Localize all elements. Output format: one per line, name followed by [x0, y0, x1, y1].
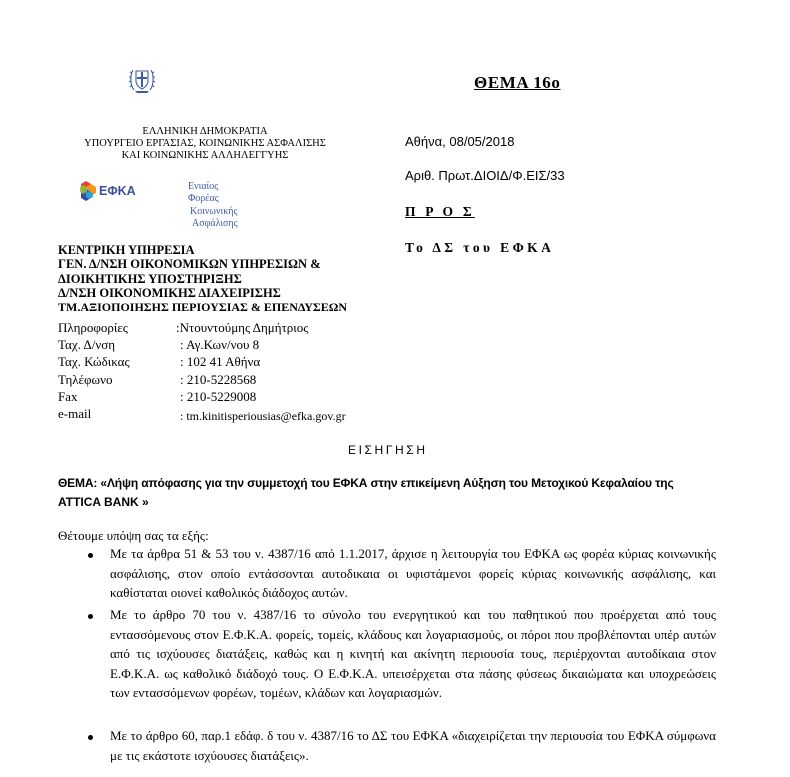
subject-line-1: ΘΕΜΑ: «Λήψη απόφασης για την συμμετοχή του ΕΦΚΑ στην επικείμενη Αύξηση του Μετοχικού Κεφαλαίου της [58, 476, 674, 490]
bullet-item-1: Με τα άρθρα 51 & 53 του ν. 4387/16 από 1.1.2017, άρχισε η λειτουργία του ΕΦΚΑ ως φορέα κύριας κοινωνικής ασφάλισης, στον οποίο εντάσσονται αυτοδικαια οι υφιστάμενοι φορείς κύριας κοινωνικής ασφάλισης, και καθίσταται οιονεί καθολικός διάδοχος αυτών. [110, 546, 716, 601]
contact-value-info: :Ντουντούμης Δημήτριος [176, 320, 309, 335]
contact-value-address: : Αγ.Κων/νου 8 [180, 337, 260, 352]
bullet-item-2: Με το άρθρο 70 του ν. 4387/16 το σύνολο του ενεργητικού και του παθητικού που προέρχεται από τους εντασσόμενους στον Ε.Φ.Κ.Α. φορείς, τομείς, κλάδους και λογαριασμούς, οι πόροι που προβλέπονται υπέρ αυτών από τις ισχύουσες διατάξεις, καθώς και η κινητή και ακίνητη περιουσία τους, περιέρχονται αυτοδίκαια στον Ε.Φ.Κ.Α. ως καθολικό διάδοχό τους. Ο Ε.Φ.Κ.Α. υπεισέρχεται στα πάσης φύσεως δικαιώματα και υποχρεώσεις των εντασσόμενων φορέων, τομέων, κλάδων και λογαριασμών. [110, 607, 716, 701]
greek-coat-of-arms-icon [126, 64, 158, 96]
contact-label-address: Ταχ. Δ/νση [58, 337, 116, 352]
bullet-marker [88, 614, 93, 619]
logo-word-4: Ασφάλισης [192, 218, 238, 229]
contact-label-info: Πληροφορίες [58, 320, 128, 335]
theme-number: ΘΕΜΑ 16ο [474, 73, 561, 92]
recipient-label: Π Ρ Ο Σ [405, 204, 475, 219]
intro-text: Θέτουμε υπόψη σας τα εξής: [58, 528, 209, 543]
department-line-3: ΔΙΟΙΚΗΤΙΚΗΣ ΥΠΟΣΤΗΡΙΞΗΣ [58, 272, 242, 286]
contact-value-phone: : 210-5228568 [180, 372, 257, 387]
protocol-number: Αριθ. Πρωτ.ΔΙΟΙΔ/Φ.ΕΙΣ/33 [405, 168, 565, 183]
logo-word-1: Ενιαίος [188, 181, 219, 192]
document-heading: ΕΙΣΗΓΗΣΗ [348, 443, 428, 457]
ministry-line-3: ΚΑΙ ΚΟΙΝΩΝΙΚΗΣ ΑΛΛΗΛΕΓΓΥΗΣ [121, 150, 289, 161]
ministry-line-1: ΕΛΛΗΝΙΚΗ ΔΗΜΟΚΡΑΤΙΑ [142, 126, 268, 137]
document-date: Αθήνα, 08/05/2018 [405, 134, 515, 149]
contact-label-phone: Τηλέφωνο [58, 372, 113, 387]
contact-label-fax: Fax [58, 389, 78, 404]
department-line-4: Δ/ΝΣΗ ΟΙΚΟΝΟΜΙΚΗΣ ΔΙΑΧΕΙΡΙΣΗΣ [58, 286, 281, 300]
efka-logo-text: ΕΦΚΑ [99, 184, 136, 198]
contact-label-email: e-mail [58, 406, 92, 421]
ministry-line-2: ΥΠΟΥΡΓΕΙΟ ΕΡΓΑΣΙΑΣ, ΚΟΙΝΩΝΙΚΗΣ ΑΣΦΑΛΙΣΗΣ [84, 138, 326, 149]
recipient-name: Το ΔΣ του ΕΦΚΑ [405, 240, 555, 255]
logo-word-2: Φορέας [188, 193, 219, 204]
subject-line-2: ATTICA BANK » [58, 495, 149, 509]
logo-word-3: Κοινωνικής [190, 206, 238, 217]
department-line-2: ΓΕΝ. Δ/ΝΣΗ ΟΙΚΟΝΟΜΙΚΩΝ ΥΠΗΡΕΣΙΩΝ & [58, 257, 321, 271]
contact-value-postcode: : 102 41 Αθήνα [180, 354, 261, 369]
contact-value-fax: : 210-5229008 [180, 389, 257, 404]
bullet-marker [88, 553, 93, 558]
department-line-5: ΤΜ.ΑΞΙΟΠΟΙΗΣΗΣ ΠΕΡΙΟΥΣΙΑΣ & ΕΠΕΝΔΥΣΕΩΝ [58, 300, 348, 314]
bullet-item-3: Με το άρθρο 60, παρ.1 εδάφ. δ του ν. 4387/16 το ΔΣ του ΕΦΚΑ «διαχειρίζεται την περιουσία του ΕΦΚΑ σύμφωνα με τις εκάστοτε ισχύουσες διατάξεις». [110, 728, 716, 763]
department-line-1: ΚΕΝΤΡΙΚΗ ΥΠΗΡΕΣΙΑ [58, 243, 195, 257]
contact-value-email[interactable]: : tm.kinitisperiousias@efka.gov.gr [180, 409, 346, 423]
contact-label-postcode: Ταχ. Κώδικας [58, 354, 130, 369]
bullet-marker [88, 735, 93, 740]
